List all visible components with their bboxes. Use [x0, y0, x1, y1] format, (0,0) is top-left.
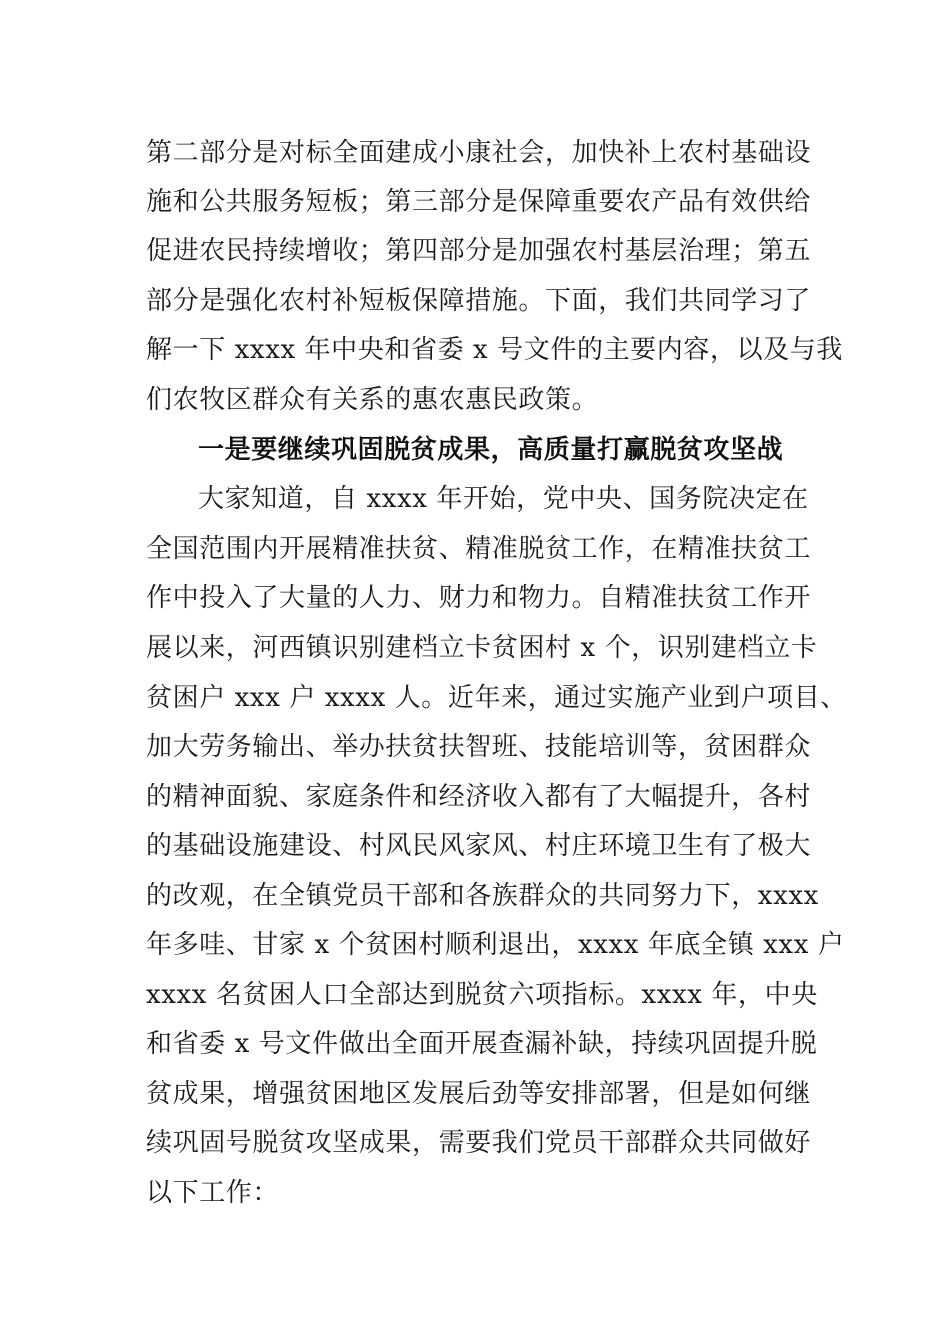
intro-line-3: 促进农民持续增收；第四部分是加强农村基层治理；第五 [146, 236, 812, 266]
intro-line-5: 解一下 xxxx 年中央和省委 x 号文件的主要内容，以及与我 [146, 335, 843, 365]
paragraph-line-8: 的基础设施建设、村风民风家风、村庄环境卫生有了极大 [146, 831, 812, 861]
section-heading: 一是要继续巩固脱贫成果，高质量打赢脱贫攻坚战 [198, 435, 784, 465]
paragraph-line-10: 年多哇、甘家 x 个贫困村顺利退出，xxxx 年底全镇 xxx 户 [146, 930, 845, 960]
paragraph-line-7: 的精神面貌、家庭条件和经济收入都有了大幅提升，各村 [146, 782, 812, 812]
intro-line-4: 部分是强化农村补短板保障措施。下面，我们共同学习了 [146, 286, 812, 316]
paragraph-line-15: 以下工作： [146, 1178, 280, 1208]
paragraph-line-2: 全国范围内开展精准扶贫、精准脱贫工作，在精准扶贫工 [146, 534, 812, 564]
paragraph-line-4: 展以来，河西镇识别建档立卡贫困村 x 个，识别建档立卡 [146, 633, 818, 663]
intro-line-6: 们农牧区群众有关系的惠农惠民政策。 [146, 385, 599, 415]
paragraph-line-9: 的改观，在全镇党员干部和各族群众的共同努力下，xxxx [146, 881, 819, 911]
paragraph-line-6: 加大劳务输出、举办扶贫扶智班、技能培训等，贫困群众 [146, 732, 812, 762]
paragraph-line-3: 作中投入了大量的人力、财力和物力。自精准扶贫工作开 [146, 583, 812, 613]
paragraph-line-5: 贫困户 xxx 户 xxxx 人。近年来，通过实施产业到户项目、 [146, 683, 847, 713]
paragraph-line-14: 续巩固号脱贫攻坚成果，需要我们党员干部群众共同做好 [146, 1128, 812, 1158]
paragraph-line-13: 贫成果，增强贫困地区发展后劲等安排部署，但是如何继 [146, 1079, 812, 1109]
paragraph-line-12: 和省委 x 号文件做出全面开展查漏补缺，持续巩固提升脱 [146, 1029, 818, 1059]
paragraph-line-1: 大家知道，自 xxxx 年开始，党中央、国务院决定在 [198, 484, 809, 514]
paragraph-line-11: xxxx 名贫困人口全部达到脱贫六项指标。xxxx 年，中央 [146, 980, 818, 1010]
intro-line-1: 第二部分是对标全面建成小康社会，加快补上农村基础设 [146, 138, 812, 168]
intro-line-2: 施和公共服务短板；第三部分是保障重要农产品有效供给 [146, 187, 812, 217]
